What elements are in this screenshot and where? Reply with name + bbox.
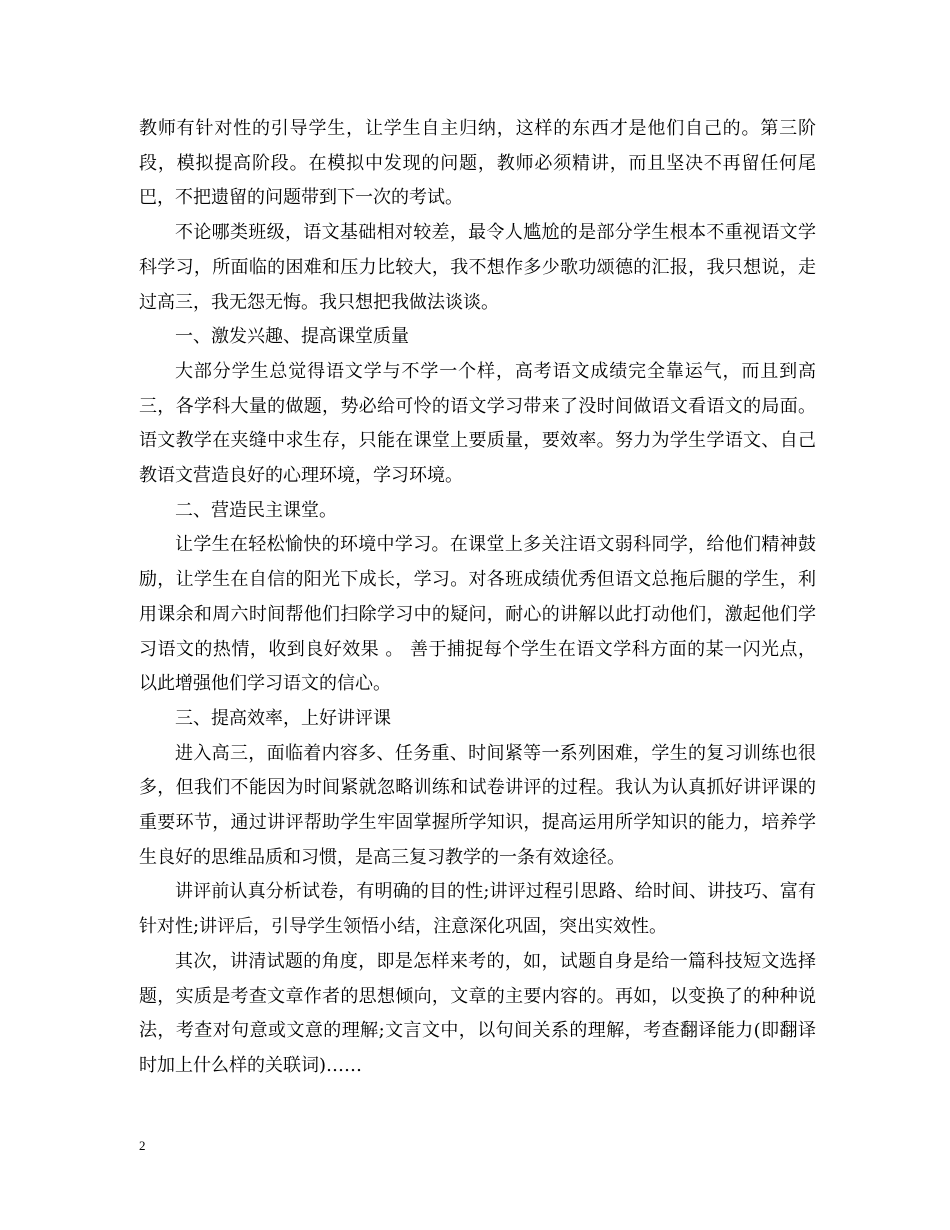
page-number: 2 [139, 1138, 146, 1153]
paragraph-continuation: 教师有针对性的引导学生，让学生自主归纳，这样的东西才是他们自己的。第三阶段，模拟提高阶段。在模拟中发现的问题，教师必须精讲，而且坚决不再留任何尾巴，不把遗留的问题带到下一次的考试。 [139, 118, 816, 209]
section-heading-2: 二、营造民主课堂。 [175, 499, 337, 521]
document-body [139, 112, 816, 1084]
paragraph: 让学生在轻松愉快的环境中学习。在课堂上多关注语文弱科同学，给他们精神鼓励，让学生在自信的阳光下成长，学习。对各班成绩优秀但语文总拖后腿的学生，利用课余和周六时间帮他们扫除学习中的疑问，耐心的讲解以此打动他们，激起他们学习语文的热情，收到良好效果 。 善于捕捉每个学生在语文学科方面的某一闪光点，以此增强他们学习语文的信心。 [139, 534, 816, 695]
paragraph: 讲评前认真分析试卷，有明确的目的性;讲评过程引思路、给时间、讲技巧、富有针对性;讲评后，引导学生领悟小结，注意深化巩固，突出实效性。 [139, 881, 816, 938]
paragraph: 其次，讲清试题的角度，即是怎样来考的，如，试题自身是给一篇科技短文选择题，实质是考查文章作者的思想倾向，文章的主要内容的。再如，以变换了的种种说法，考查对句意或文意的理解;文言文中，以句间关系的理解，考查翻译能力(即翻译时加上什么样的关联词)…… [139, 950, 816, 1076]
paragraph: 不论哪类班级，语文基础相对较差，最令人尴尬的是部分学生根本不重视语文学科学习，所面临的困难和压力比较大，我不想作多少歌功颂德的汇报，我只想说，走过高三，我无怨无悔。我只想把我做法谈谈。 [139, 222, 816, 313]
section-heading-1: 一、激发兴趣、提高课堂质量 [175, 326, 409, 348]
section-heading-3: 三、提高效率，上好讲评课 [175, 707, 391, 729]
paragraph: 进入高三，面临着内容多、任务重、时间紧等一系列困难，学生的复习训练也很多，但我们不能因为时间紧就忽略训练和试卷讲评的过程。我认为认真抓好讲评课的重要环节，通过讲评帮助学生牢固掌握所学知识，提高运用所学知识的能力，培养学生良好的思维品质和习惯，是高三复习教学的一条有效途径。 [139, 742, 816, 868]
paragraph: 大部分学生总觉得语文学与不学一个样，高考语文成绩完全靠运气，而且到高三，各学科大量的做题，势必给可怜的语文学习带来了没时间做语文看语文的局面。语文教学在夹缝中求生存，只能在课堂上要质量，要效率。努力为学生学语文、自己教语文营造良好的心理环境，学习环境。 [139, 360, 816, 487]
